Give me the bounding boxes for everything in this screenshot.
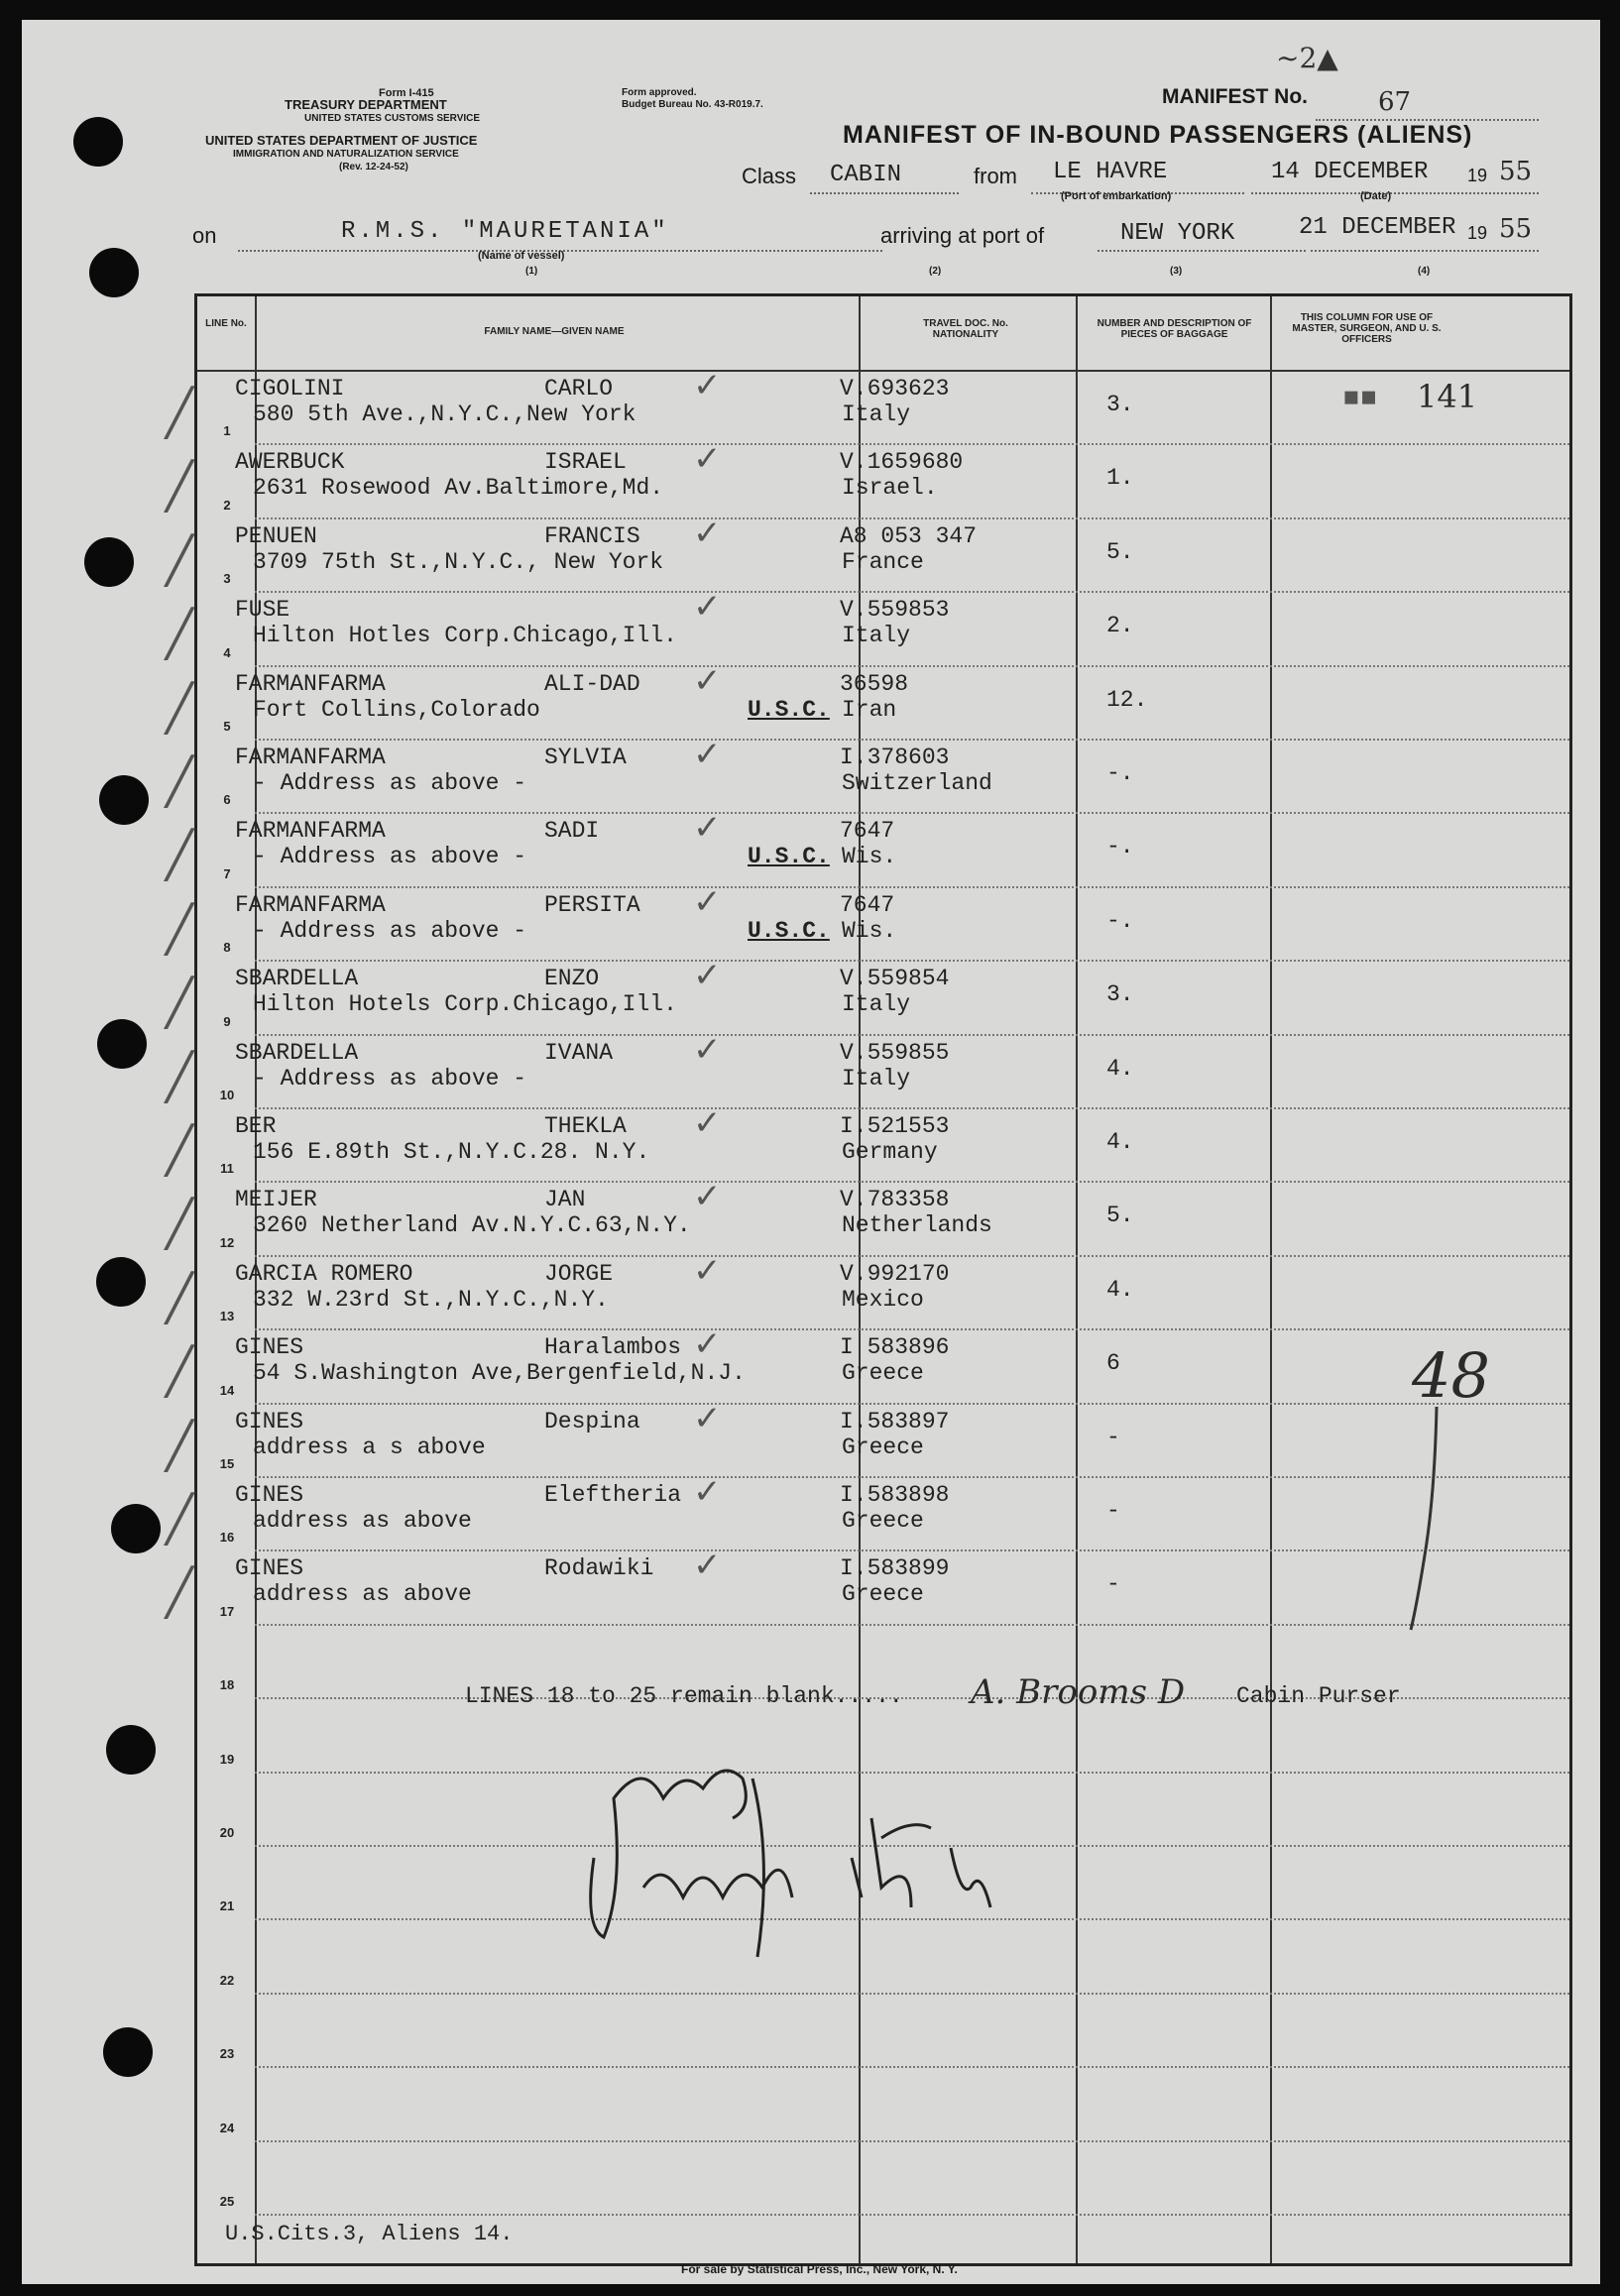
from-year: 55 [1499,157,1533,186]
address: - Address as above - [253,1065,527,1091]
punch-hole [84,537,134,587]
col-num-4: (4) [1418,266,1431,277]
table-row [166,660,1569,741]
arrival-port: NEW YORK [1120,220,1235,247]
line-number: 2 [223,497,231,513]
tick-slash-icon: ╱ [166,532,193,587]
line-number: 4 [223,644,231,660]
baggage: 1. [1106,465,1134,492]
table-row [166,587,1569,666]
nationality: Netherlands [842,1212,992,1239]
check-mark-icon: ✓ [693,513,722,553]
family-name: GINES [235,1408,304,1435]
line-number: 16 [219,1530,235,1546]
count-note: 48 [1412,1339,1490,1412]
baggage: 5. [1106,1203,1134,1229]
nationality: Greece [842,1360,924,1387]
line-number: 23 [219,2046,235,2062]
address: address as above [253,1581,472,1608]
tick-slash-icon: ╱ [166,1270,193,1324]
family-name: FARMANFARMA [235,670,386,697]
check-mark-icon: ✓ [693,1546,722,1586]
manifest-no-value: 67 [1378,87,1412,117]
date-caption: (Date) [1360,190,1392,202]
line-number: 10 [219,1087,235,1102]
travel-doc: 36598 [840,670,909,697]
tick-slash-icon: ╱ [166,1049,193,1103]
baggage: -. [1106,760,1134,786]
nationality: Wis. [842,844,897,870]
address: - Address as above - [253,917,527,944]
punch-hole [111,1504,161,1553]
baggage: - [1106,1424,1120,1450]
nationality: Greece [842,1434,924,1460]
punch-hole [99,775,149,825]
given-name: JAN [544,1187,586,1213]
nationality: Greece [842,1508,924,1534]
arrival-year-prefix: 19 [1467,223,1488,243]
printer-footer: For sale by Statistical Press, Inc., New York, N. Y. [681,2262,958,2276]
table-row [166,1177,1569,1256]
given-name: IVANA [544,1039,614,1066]
table-row [166,881,1569,962]
travel-doc: 7647 [840,891,895,918]
col-num-1: (1) [525,266,538,277]
budget-bureau: Budget Bureau No. 43-R019.7. [622,99,763,110]
travel-doc: I.583897 [840,1408,950,1435]
family-name: GINES [235,1555,304,1582]
travel-doc: A8 053 347 [840,522,978,549]
travel-doc: V.559853 [840,597,950,624]
punch-hole [89,248,139,297]
tick-slash-icon: ╱ [166,459,193,514]
address: 2631 Rosewood Av.Baltimore,Md. [253,475,664,502]
port-caption: (Port of embarkation) [1061,190,1172,202]
baggage: -. [1106,907,1134,934]
usc-mark: U.S.C. [748,696,830,723]
col-num-3: (3) [1170,266,1183,277]
tick-slash-icon: ╱ [166,1123,193,1177]
nationality: Mexico [842,1286,924,1313]
given-name: Despina [544,1408,640,1435]
line-number: 24 [219,2120,235,2135]
nationality: France [842,548,924,575]
class-value: CABIN [830,162,902,188]
tick-slash-icon: ╱ [166,680,193,735]
tick-slash-icon: ╱ [166,1492,193,1546]
given-name: ISRAEL [544,449,627,476]
baggage: 4. [1106,1276,1134,1303]
check-mark-icon: ✓ [693,1250,722,1291]
check-mark-icon: ✓ [693,1324,722,1365]
line-number: 22 [219,1972,235,1988]
punch-hole [103,2027,153,2077]
address: 3260 Netherland Av.N.Y.C.63,N.Y. [253,1212,691,1239]
col-header-officers: THIS COLUMN FOR USE OF MASTER, SURGEON, AND U. S. OFFICERS [1292,312,1442,345]
col-header-line-no: LINE No. [205,318,247,329]
tick-slash-icon: ╱ [166,976,193,1030]
corner-mark: ~2▲ [1276,42,1338,74]
baggage: 3. [1106,981,1134,1008]
nationality: Wis. [842,917,897,944]
line-number: 19 [219,1751,235,1767]
manifest-title: MANIFEST OF IN-BOUND PASSENGERS (ALIENS) [843,121,1473,149]
given-name: PERSITA [544,891,640,918]
nationality: Greece [842,1581,924,1608]
line-number: 18 [219,1677,235,1693]
address: Fort Collins,Colorado [253,696,540,723]
baggage: 3. [1106,392,1134,417]
punch-hole [106,1725,156,1775]
line-number: 12 [219,1234,235,1250]
purser-label: Cabin Purser [1236,1683,1401,1709]
nationality: Germany [842,1139,938,1165]
baggage: - [1106,1571,1120,1598]
baggage: -. [1106,834,1134,861]
line-number: 14 [219,1382,235,1398]
nationality: Italy [842,402,911,427]
given-name: SADI [544,818,600,845]
tick-slash-icon: ╱ [166,828,193,882]
tick-slash-icon: ╱ [166,754,193,808]
rev-date: (Rev. 12-24-52) [339,162,408,172]
line-number: 6 [223,792,231,808]
purser-signature: A. Brooms D [971,1672,1186,1712]
punch-hole [97,1019,147,1069]
col-header-baggage: NUMBER AND DESCRIPTION OF PIECES OF BAGGAGE [1097,318,1252,340]
check-mark-icon: ✓ [693,808,722,849]
from-label: from [974,164,1017,188]
line-number: 5 [223,718,231,734]
line-number: 1 [223,423,231,439]
table-row [166,1029,1569,1109]
arrival-date: 21 DECEMBER [1299,214,1456,241]
tick-slash-icon: ╱ [166,386,193,439]
blank-lines-note: LINES 18 to 25 remain blank..... [465,1683,903,1709]
nationality: Iran [842,696,897,723]
from-date: 14 DECEMBER [1271,159,1429,185]
address: Hilton Hotels Corp.Chicago,Ill. [253,991,677,1018]
travel-doc: I.583899 [840,1555,950,1582]
check-mark-icon: ✓ [693,587,722,628]
table-row [166,956,1569,1035]
family-name: FARMANFARMA [235,818,386,845]
family-name: SBARDELLA [235,1039,359,1066]
nationality: Israel. [842,475,938,502]
form-approved: Form approved. [622,87,697,98]
manifest-page [22,20,1600,2284]
table-row [166,1324,1569,1404]
line-number: 15 [219,1455,235,1471]
given-name: FRANCIS [544,522,640,549]
given-name: SYLVIA [544,745,627,770]
ins-service: IMMIGRATION AND NATURALIZATION SERVICE [233,149,459,160]
family-name: GINES [235,1334,304,1361]
line-number: 25 [219,2193,235,2209]
family-name: FARMANFARMA [235,745,386,770]
tick-slash-icon: ╱ [166,1418,193,1472]
table-row [166,439,1569,518]
vessel-name: R.M.S. "MAURETANIA" [341,218,669,245]
line-number: 7 [223,865,231,881]
baggage: 2. [1106,613,1134,639]
travel-doc: V.1659680 [840,449,964,476]
travel-doc: I.378603 [840,745,950,770]
officer-note-prefix: ▪▪ [1342,382,1378,411]
check-mark-icon: ✓ [693,1398,722,1438]
baggage: 12. [1106,686,1148,713]
check-mark-icon: ✓ [693,956,722,996]
given-name: Haralambos [544,1334,682,1361]
class-label: Class [742,164,797,188]
line-number: 13 [219,1309,235,1324]
family-name: GINES [235,1482,304,1508]
tick-slash-icon: ╱ [166,1565,193,1620]
check-mark-icon: ✓ [693,1103,722,1143]
col-header-travel: TRAVEL DOC. No. NATIONALITY [923,318,1008,340]
check-mark-icon: ✓ [693,439,722,480]
table-row [166,735,1569,814]
tick-slash-icon: ╱ [166,607,193,661]
table-row [166,513,1569,593]
on-label: on [192,223,217,248]
travel-doc: I.521553 [840,1113,950,1139]
family-name: FUSE [235,597,290,624]
usc-mark: U.S.C. [748,844,830,870]
travel-doc: V.693623 [840,376,950,402]
table-row [166,1546,1569,1625]
address: - Address as above - [253,770,527,796]
check-mark-icon: ✓ [693,735,722,774]
tick-slash-icon: ╱ [166,1197,193,1251]
given-name: ALI-DAD [544,670,640,697]
address: - Address as above - [253,844,527,870]
line-number: 9 [223,1013,231,1029]
family-name: GARCIA ROMERO [235,1260,413,1287]
line-number: 17 [219,1603,235,1619]
family-name: BER [235,1113,277,1139]
baggage: 4. [1106,1055,1134,1082]
family-name: AWERBUCK [235,449,345,476]
check-mark-icon: ✓ [693,366,722,405]
check-mark-icon: ✓ [693,1472,722,1512]
travel-doc: I.583898 [840,1482,950,1508]
table-row [166,1250,1569,1330]
form-number: Form I-415 [379,87,434,99]
usc-mark: U.S.C. [748,917,830,944]
address: 54 S.Washington Ave,Bergenfield,N.J. [253,1360,746,1387]
line-number: 11 [220,1161,234,1177]
line-number: 3 [223,571,231,587]
tick-slash-icon: ╱ [166,901,193,956]
col-header-name: FAMILY NAME—GIVEN NAME [484,326,625,337]
family-name: FARMANFARMA [235,891,386,918]
travel-doc: V.783358 [840,1187,950,1213]
from-port: LE HAVRE [1053,159,1168,185]
address: address a s above [253,1434,486,1460]
nationality: Switzerland [842,770,992,796]
check-mark-icon: ✓ [693,881,722,922]
baggage: 4. [1106,1129,1134,1155]
nationality: Italy [842,1065,911,1091]
table-row [166,808,1569,887]
nationality: Italy [842,623,911,649]
baggage: - [1106,1498,1120,1524]
punch-hole [96,1257,146,1307]
punch-hole [73,117,123,167]
address: 332 W.23rd St.,N.Y.C.,N.Y. [253,1286,609,1313]
address: 580 5th Ave.,N.Y.C.,New York [253,402,636,427]
table-row [197,2142,1569,2216]
arriving-label: arriving at port of [880,223,1045,248]
travel-doc: V.559855 [840,1039,950,1066]
baggage: 6 [1106,1350,1120,1377]
from-year-prefix: 19 [1467,166,1488,185]
totals-note: U.S.Cits.3, Aliens 14. [225,2222,514,2246]
tick-slash-icon: ╱ [166,1344,193,1399]
given-name: JORGE [544,1260,614,1287]
customs-service: UNITED STATES CUSTOMS SERVICE [304,113,481,124]
arrival-year: 55 [1499,214,1533,244]
col-num-2: (2) [929,266,942,277]
check-mark-icon: ✓ [693,660,722,701]
travel-doc: 7647 [840,818,895,845]
vessel-caption: (Name of vessel) [478,250,565,262]
given-name: ENZO [544,966,600,992]
family-name: SBARDELLA [235,966,359,992]
officer-signature [554,1739,1030,1967]
travel-doc: V.559854 [840,966,950,992]
given-name: CARLO [544,376,614,402]
address: address as above [253,1508,472,1534]
table-row [166,1472,1569,1551]
line-number: 20 [219,1824,235,1840]
given-name: THEKLA [544,1113,627,1139]
line-number: 8 [223,940,231,956]
line-number: 21 [219,1898,235,1914]
family-name: PENUEN [235,522,317,549]
family-name: MEIJER [235,1187,317,1213]
manifest-no-label: MANIFEST No. [1162,85,1308,108]
table-row [166,1398,1569,1478]
travel-doc: I 583896 [840,1334,950,1361]
given-name: Eleftheria [544,1482,682,1508]
check-mark-icon: ✓ [693,1029,722,1070]
justice-dept: UNITED STATES DEPARTMENT OF JUSTICE [205,133,478,148]
table-row [197,1995,1569,2068]
travel-doc: V.992170 [840,1260,950,1287]
address: Hilton Hotles Corp.Chicago,Ill. [253,623,677,649]
treasury-dept: TREASURY DEPARTMENT [285,97,447,112]
address: 156 E.89th St.,N.Y.C.28. N.Y. [253,1139,650,1165]
officer-note: 141 [1417,378,1478,415]
family-name: CIGOLINI [235,376,345,402]
table-row [197,2068,1569,2141]
address: 3709 75th St.,N.Y.C., New York [253,548,664,575]
given-name: Rodawiki [544,1555,654,1582]
nationality: Italy [842,991,911,1018]
bracket-mark [1407,1407,1446,1635]
check-mark-icon: ✓ [693,1177,722,1217]
table-row [166,1103,1569,1183]
baggage: 5. [1106,538,1134,565]
manifest-table [166,293,1572,2266]
